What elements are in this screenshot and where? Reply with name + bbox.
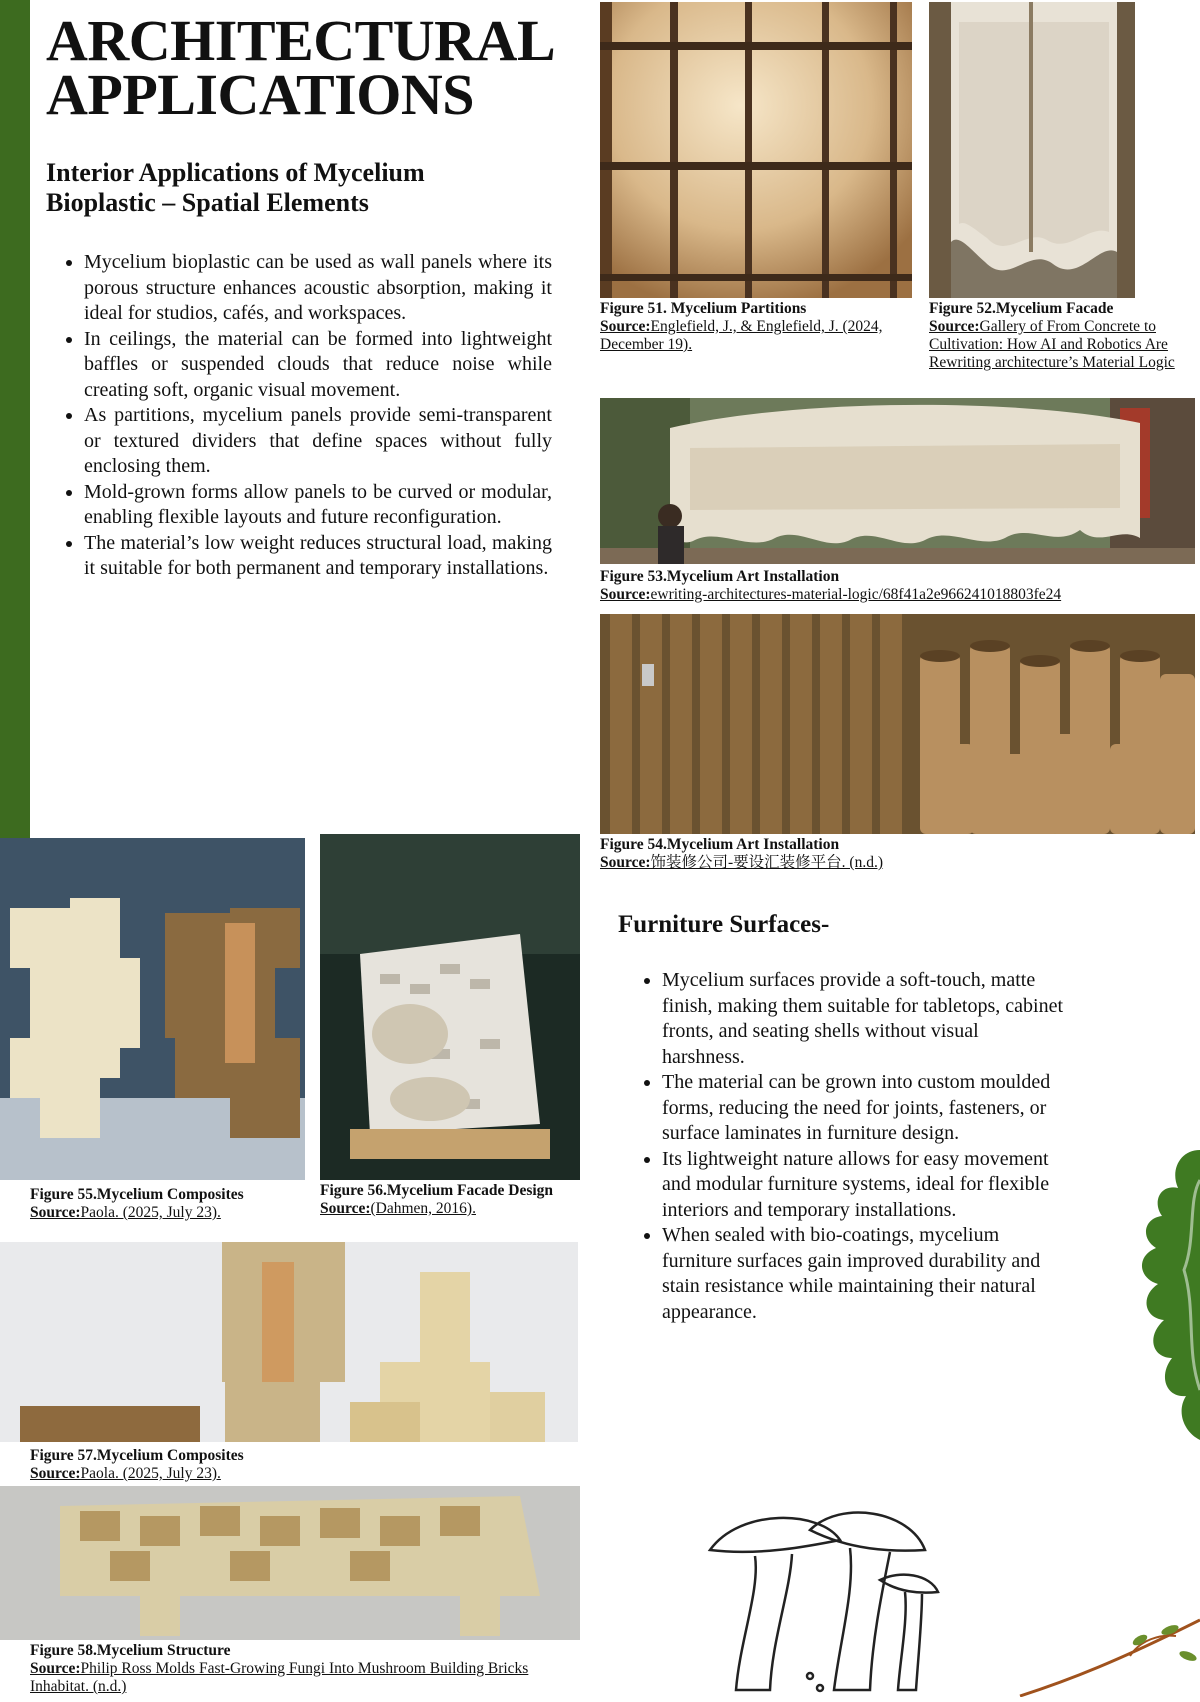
figure-54-source: 饰装修公司-要设汇装修平台. (n.d.): [650, 854, 884, 871]
figure-52-source: Gallery of From Concrete to Cultivation: How AI and Robotics Are Rewriting architecture’s Material Logic: [929, 318, 1175, 371]
interior-bullet: • As partitions, mycelium panels provide semi-transparent or textured dividers that define spaces without fully enclosing them.: [84, 403, 552, 480]
section-subtitle: [46, 158, 546, 218]
subtitle-line-2: Bioplastic – Spatial Elements: [46, 188, 369, 217]
furniture-bullet: • The material can be grown into custom moulded forms, reducing the need for joints, fasteners, or surface laminates in furniture design.: [662, 1070, 1064, 1147]
figure-57-photo: [0, 1242, 578, 1442]
figure-56-source-label: Source:: [320, 1200, 371, 1217]
figure-55-photo: [0, 838, 305, 1180]
furniture-bullet-list: [624, 968, 1064, 1325]
figure-51-photo: [600, 2, 912, 298]
figure-58-source: Philip Ross Molds Fast-Growing Fungi Into Mushroom Building Bricks Inhabitat. (n.d.): [30, 1660, 529, 1695]
twig-decoration-icon: [1010, 1600, 1200, 1697]
accent-sidebar-bar: [0, 0, 30, 838]
figure-55-label: Figure 55.Mycelium Composites: [30, 1186, 244, 1203]
furniture-bullet: • When sealed with bio-coatings, mycelium furniture surfaces gain improved durability and stain resistance while maintaining their natural appearance.: [662, 1223, 1064, 1325]
figure-51-caption: [600, 300, 900, 354]
figure-51-label: Figure 51. Mycelium Partitions: [600, 300, 807, 317]
interior-bullet: • In ceilings, the material can be formed into lightweight baffles or suspended clouds that reduce noise while creating soft, organic visual movement.: [84, 327, 552, 404]
figure-58-source-label: Source:: [30, 1660, 81, 1677]
figure-58-photo: [0, 1486, 580, 1640]
figure-55-source: Paola. (2025, July 23).: [80, 1204, 221, 1221]
figure-54-source-label: Source:: [600, 854, 651, 871]
figure-58-label: Figure 58.Mycelium Structure: [30, 1642, 231, 1659]
figure-53-source: ewriting-architectures-material-logic/68f41a2e966241018803fe24: [650, 586, 1062, 603]
figure-57-source-label: Source:: [30, 1465, 81, 1482]
figure-51-source: Englefield, J., & Englefield, J. (2024, December 19).: [600, 318, 883, 353]
figure-54-label: Figure 54.Mycelium Art Installation: [600, 836, 840, 853]
figure-53-caption: [600, 568, 1195, 604]
figure-52-photo: [929, 2, 1135, 298]
figure-52-source-label: Source:: [929, 318, 980, 335]
interior-bullet: • Mold-grown forms allow panels to be curved or modular, enabling flexible layouts and future reconfiguration.: [84, 480, 552, 531]
furniture-bullet: • Mycelium surfaces provide a soft-touch, matte finish, making them suitable for tabletops, cabinet fronts, and seating shells without visual harshness.: [662, 968, 1064, 1070]
figure-57-caption: [30, 1447, 430, 1483]
figure-53-source-label: Source:: [600, 586, 651, 603]
page-title-line-2: APPLICATIONS: [46, 62, 474, 127]
figure-56-photo: [320, 834, 580, 1180]
figure-55-source-label: Source:: [30, 1204, 81, 1221]
leaf-decoration-icon: [1100, 1140, 1200, 1450]
furniture-heading: Furniture Surfaces-: [618, 911, 830, 938]
figure-53-label: Figure 53.Mycelium Art Installation: [600, 568, 840, 585]
subtitle-line-1: Interior Applications of Mycelium: [46, 158, 425, 187]
figure-57-source: Paola. (2025, July 23).: [80, 1465, 221, 1482]
figure-52-caption: [929, 300, 1184, 372]
figure-55-caption: [30, 1186, 320, 1222]
mushroom-drawing-icon: [700, 1500, 960, 1697]
figure-58-caption: [30, 1642, 590, 1696]
figure-51-source-label: Source:: [600, 318, 651, 335]
page-title-line-1: ARCHITECTURAL: [46, 8, 556, 73]
figure-56-source: (Dahmen, 2016).: [370, 1200, 476, 1217]
page-title: [46, 8, 566, 127]
figure-53-photo: [600, 398, 1195, 564]
interior-bullet-list: [46, 250, 552, 582]
figure-56-label: Figure 56.Mycelium Facade Design: [320, 1182, 554, 1199]
interior-bullet: • The material’s low weight reduces structural load, making it suitable for both permanent and temporary installations.: [84, 531, 552, 582]
figure-52-label: Figure 52.Mycelium Facade: [929, 300, 1114, 317]
interior-bullet: • Mycelium bioplastic can be used as wall panels where its porous structure enhances acoustic absorption, making it ideal for studios, cafés, and workspaces.: [84, 250, 552, 327]
figure-54-photo: [600, 614, 1195, 834]
furniture-bullet: • Its lightweight nature allows for easy movement and modular furniture systems, ideal for flexible interiors and temporary installations.: [662, 1147, 1064, 1224]
figure-57-label: Figure 57.Mycelium Composites: [30, 1447, 244, 1464]
figure-56-caption: [320, 1182, 580, 1218]
figure-54-caption: [600, 836, 1195, 872]
